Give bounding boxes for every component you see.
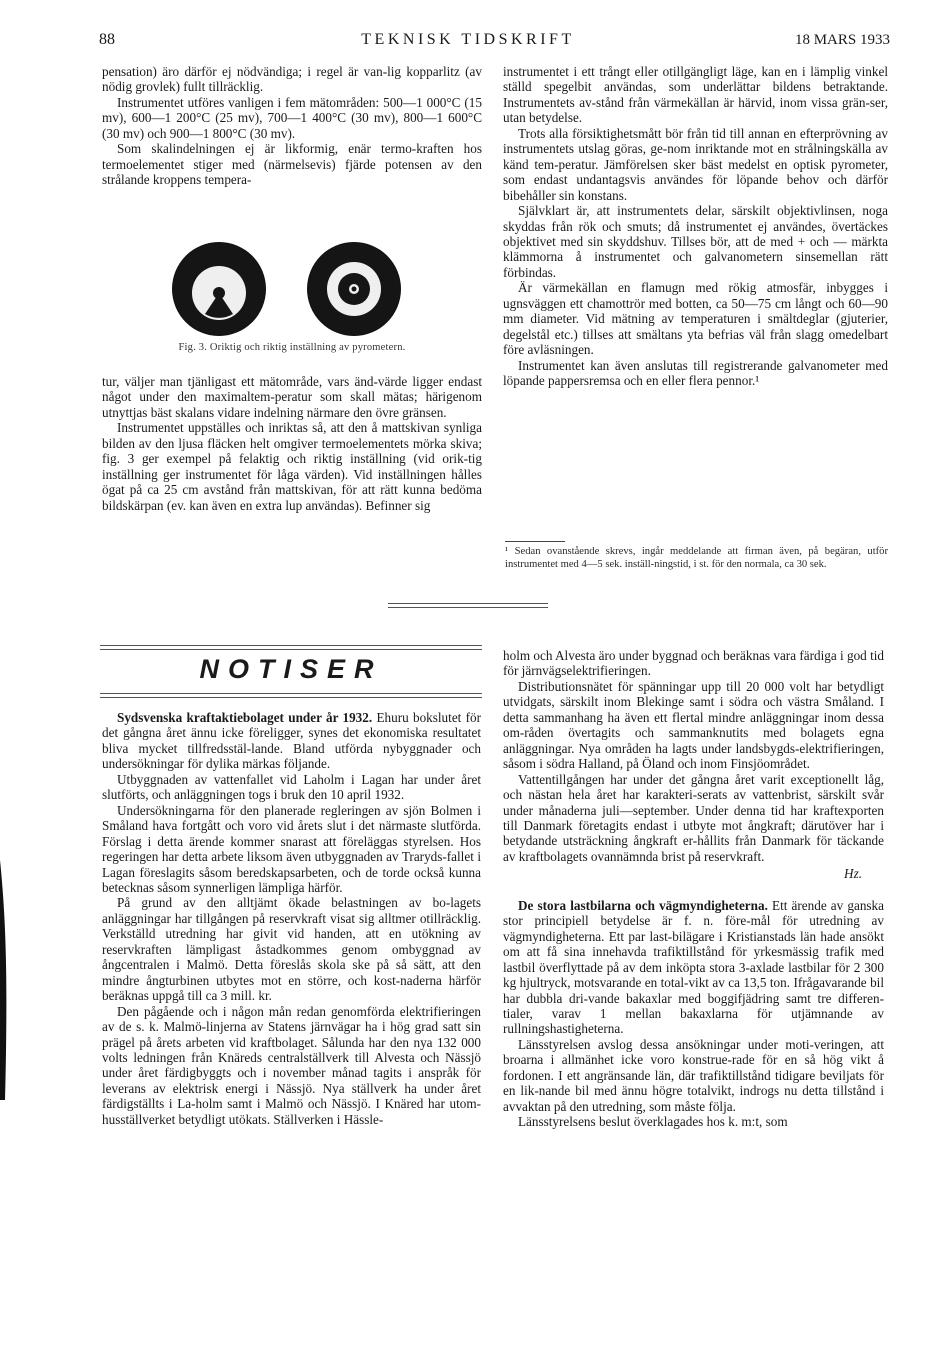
- notiser-column-right: [503, 648, 884, 1130]
- paragraph: Undersökningarna för den planerade regleringen av sjön Bolmen i Småland hava fortgått och voro vid årets slut i det närmaste slutförda. Förslag i detta ärende kommer snarast att föreläggas styrelsen. Hos regeringen har detta arbete liksom även utbyggnaden av Traryds-fallet i Lagan föreslagits såsom beredskapsarbeten, och de torde också kunna betecknas såsom synnerligen lämpliga härför.: [102, 802, 481, 895]
- article-column-left-top: [102, 64, 482, 188]
- footnote: ¹ Sedan ovanstående skrevs, ingår meddelande att firman även, på begäran, utför instrumentet med 4—5 sek. inställ-ningstid, i st. för den normala, ca 30 sek.: [505, 546, 888, 571]
- paragraph: pensation) äro därför ej nödvändiga; i regel är van-lig kopparlitz (av nödig grovlek) fullt tillräcklig.: [102, 64, 482, 95]
- paragraph: tur, väljer man tjänligast ett mätområde, vars änd-värde ligger endast något under den maximaltem-peratur som skall mätas; härigenom utnyttjas bäst skalans vidare indelning närmare den övre gränsen.: [102, 374, 482, 420]
- notice-lead: Ett ärende av ganska stor principiell betydelse är f. n. före-mål för utredning av vägmyndigheterna. Ett par last-bilägare i Kristianstads län hade ansökt om att få sina innehavda trafiktillstånd för yrkesmässig trafik med lastbil överflyttade på av dem inköpta stora 3-axlade lastbilar för 2 300 kg hjultryck, motsvarande en total-vikt av ca 13,5 ton. Ifrågavarande bil har dubbla dri-vande bakaxlar med boggifjädring samt tre differen-tialer, varav 1 mellan bakaxlarna för utjämnande av rullningshastigheterna.: [503, 897, 885, 1037]
- paragraph: Instrumentet uppställes och inriktas så, att den å mattskivan synliga bilden av den ljusa fläcken helt omgiver termoelementets mörka skiva; fig. 3 ger exempel på felaktig och riktig inställning (vid orik-tig inställning ger instrumentet för låga värden). Vid inställningen hålles ögat på ca 25 cm avstånd från mattskivan, för att rätt kunna bedöma bildskärpan (ev. kan även en extra lup användas). Befinner sig: [102, 420, 482, 513]
- paragraph: Länsstyrelsen avslog dessa ansökningar under moti-veringen, att broarna i allmänhet icke voro konstrue-rade för en så hög vikt å fordonen. I ett angränsande län, där trafiktillstånd tidigare beviljats för en lik-nande bil med ännu högre totalvikt, indrogs nu detta tillstånd i avvaktan på den utredning, som måste följa.: [503, 1036, 884, 1114]
- paragraph: Länsstyrelsens beslut överklagades hos k. m:t, som: [518, 1114, 788, 1130]
- paragraph: Utbyggnaden av vattenfallet vid Laholm i Lagan har under året slutförts, och anläggningen togs i bruk den 10 april 1932.: [102, 771, 481, 803]
- scan-edge-mark: [0, 860, 10, 1100]
- paragraph: Instrumentet utföres vanligen i fem mätområden: 500—1 000°C (15 mv), 600—1 200°C (25 mv), 700—1 400°C (30 mv), 800—1 600°C (30 mv) och 900—1 800°C (30 mv).: [102, 94, 482, 141]
- notice-lead: Ehuru bokslutet för det gångna året ännu icke föreligger, synes det ekonomiska resultatet bliva mycket tillfredsstäl-lande. Bland utförda nybyggnader och undersökningar för dylika märkas följande.: [102, 710, 482, 772]
- figure-caption: Fig. 3. Oriktig och riktig inställning av pyrometern.: [178, 342, 406, 353]
- paragraph: Den pågående och i någon mån redan genomförda elektrifieringen av de s. k. Malmö-linjerna av Statens järnvägar ha i hög grad satt sin prägel på årets arbeten vid kraftbolaget. Sålunda har den nya 132 000 volts ledningen från Knäreds centralställverk till Alvesta och Nässjö under året färdigbyggts och i november månad tagits i anspråk för leverans av elektrisk energi i Nässjö. Nya ställverk ha under året färdigställts i La-holm samt i Malmö och Nässjö. I Knäred har utom-husställverket betydligt utökats. Ställverken i Hässle-: [102, 1003, 481, 1127]
- paragraph: Vattentillgången har under det gångna året varit exceptionellt låg, och nästan hela året har karakteri-serats av vattenbrist, särskilt svår under månaderna juli—september. Under denna tid har kraftexporten till Danmark företagits endast i utbyte mot ångkraft; därutöver har i betydande utsträckning ångkraft er-hållits från Danmark för täckande av kraftbolagets ovannämnda brist på reservkraft.: [503, 771, 884, 864]
- section-heading-notiser: NOTISER: [199, 654, 383, 684]
- pyrometer-image-correct: [307, 242, 401, 336]
- article-column-left-bottom: [102, 374, 482, 513]
- paragraph: Som skalindelningen ej är likformig, enär termo-kraften hos termoelementet stiger med (närmelsevis) fjärde potensen av den strålande kroppens tempera-: [102, 141, 482, 188]
- pyrometer-image-incorrect: [172, 242, 266, 336]
- paragraph: Distributionsnätet för spänningar upp till 20 000 volt har betydligt utvidgats, särskilt inom Blekinge samt i södra och västra Småland. I detta sammanhang ha även ett flertal mindre anläggningar inom dessa om-råden övertagits och sammanknutits med bolagets egna anläggningar. Nya områden ha lagts under landsbygds-elektrifieringen, såsom i södra Halland, på Öland och inom Finsjöområdet.: [503, 678, 884, 772]
- notice-lead-paragraph: [503, 898, 884, 1037]
- paragraph: Är värmekällan en flamugn med rökig atmosfär, inbygges i ugnsväggen ett chamottrör med botten, ca 50—75 cm långt och 60—90 mm diameter. Vid mätning av temperaturen i smältdeglar (gjuterier, degelstål etc.) tillses att smältans yta befrias väl från slagg omedelbart före avläsningen.: [503, 280, 888, 358]
- notice-lead-paragraph: [102, 710, 481, 772]
- notiser-column-left: [102, 710, 481, 1127]
- paragraph: holm och Alvesta äro under byggnad och beräknas vara färdiga i god tid för järnvägselektrifieringen.: [503, 648, 884, 679]
- paragraph: Trots alla försiktighetsmått bör från tid till annan en efterprövning av instrumentets utslag göras, ge-nom inriktande mot en strålningskälla av känd tem-peratur. Jämförelsen sker bäst medelst en optisk pyrometer, som endast undantagsvis användes för löpande behov och därför bibehåller sin konstans.: [503, 125, 888, 203]
- journal-title: TEKNISK TIDSKRIFT: [361, 31, 575, 48]
- issue-date: 18 MARS 1933: [794, 32, 890, 48]
- paragraph: instrumentet i ett trångt eller otillgängligt läge, kan en i lämplig vinkel ställd spegelbit användas, som underlättar bildens betraktande. Instrumentets av-stånd från värmekällan är härvid, inom vissa grän-ser, utan betydelse.: [503, 64, 888, 126]
- heading-rule-bottom: [100, 693, 482, 698]
- paragraph: Instrumentet kan även anslutas till registrerande galvanometer med löpande pappersremsa och en eller flera pennor.¹: [503, 357, 888, 389]
- figure-3: [102, 240, 482, 360]
- paragraph: På grund av den alltjämt ökade belastningen av bo-lagets anläggningar har tillgången på reservkraft visat sig alltmer otillräcklig. Verkställd utredning har givit vid handen, att en utökning av reservkraften lämpligast åstadkommes genom ombyggnad av ångcentralen i Malmö. Detta föreslås skola ske på så sätt, att den mindre ångturbinen utbytes mot en större, och kost-naderna härför beräknas uppgå till ca 3 mill. kr.: [102, 895, 481, 1004]
- article-column-right: [503, 64, 888, 389]
- author-signature: Hz.: [844, 866, 862, 882]
- notice-title: Sydsvenska kraftaktiebolaget under år 1932.: [117, 710, 373, 725]
- footnote-rule: [505, 541, 565, 542]
- heading-rule-top: [100, 645, 482, 650]
- notice-title: De stora lastbilarna och vägmyndigheterna.: [518, 897, 768, 913]
- section-divider: [388, 603, 548, 608]
- paragraph: Självklart är, att instrumentets delar, särskilt objektivlinsen, noga skyddas från rök och smuts; då instrumentet ej användes, övertäckes objektivet med sin skyddshuv. Tillses bör, att de med + och — märkta klämmorna å instrumentet och galvanometern sinsemellan rätt förbindas.: [503, 203, 888, 280]
- page-number: 88: [99, 31, 115, 48]
